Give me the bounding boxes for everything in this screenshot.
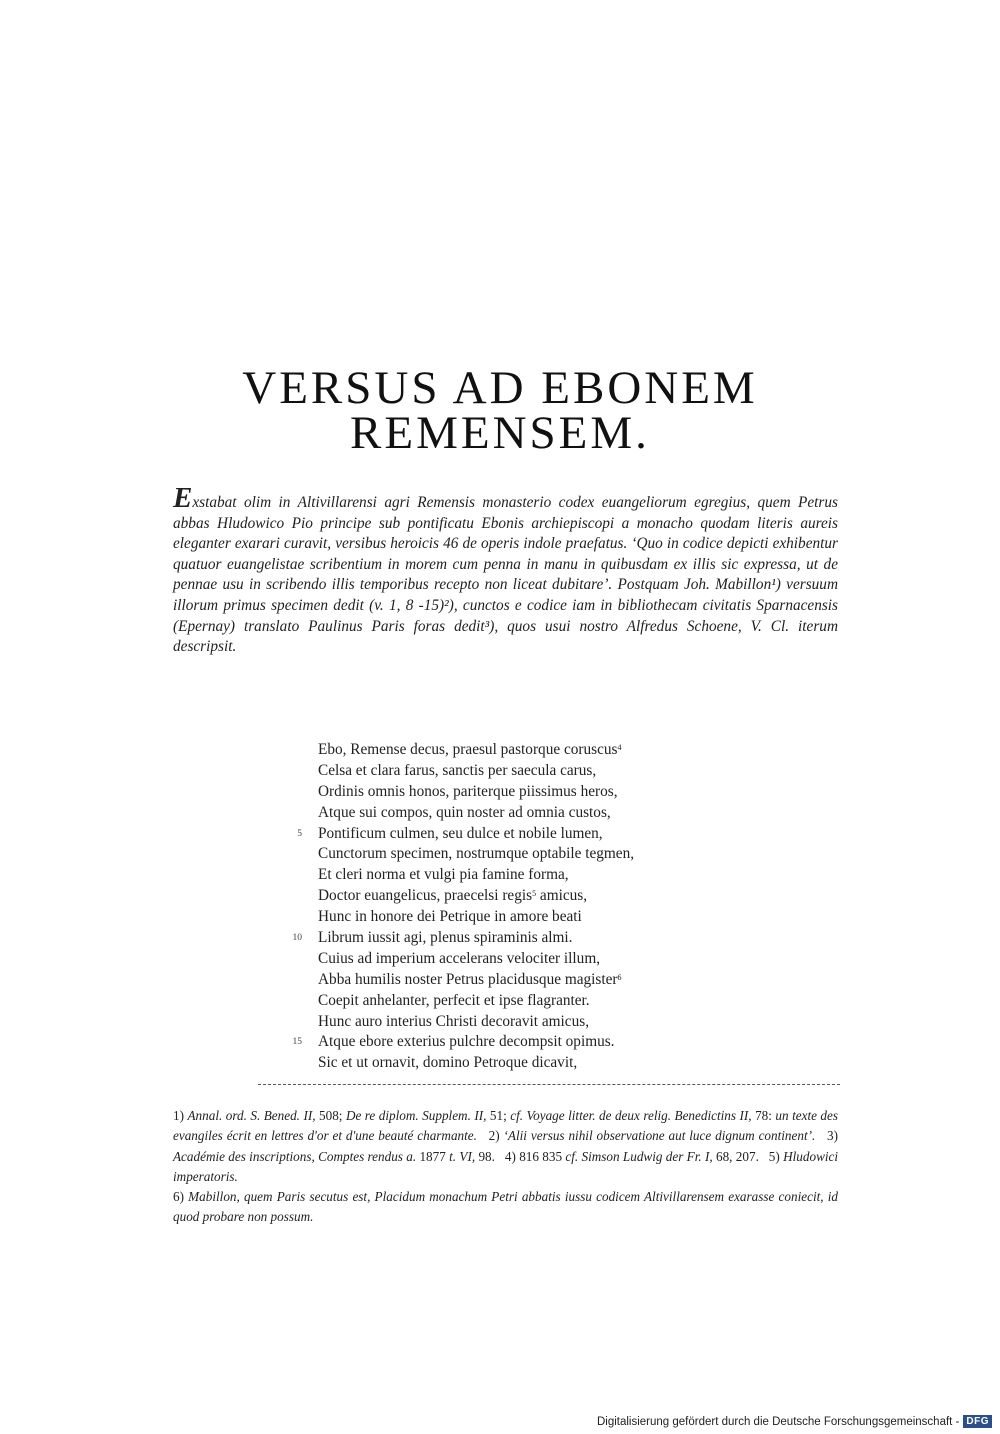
footnote-2-text: ‘Alii versus nihil observatione aut luce dignum continent’. xyxy=(503,1128,816,1144)
verse-text-continued: amicus, xyxy=(536,887,588,905)
verse-number: 15 xyxy=(292,1037,302,1048)
digitization-credit xyxy=(597,1415,992,1428)
footnote-1-number: 1) xyxy=(173,1108,184,1123)
verse-text: Atque sui compos, quin noster ad omnia custos, xyxy=(318,803,611,821)
verse-text: Hunc in honore dei Petrique in amore beati xyxy=(318,908,582,926)
verse-text: Atque ebore exterius pulchre decompsit opimus. xyxy=(318,1033,615,1051)
verse-line xyxy=(292,1032,878,1053)
verse-text: Doctor euangelicus, praecelsi regis xyxy=(318,887,533,905)
verse-text: Sic et ut ornavit, domino Petroque dicavit, xyxy=(318,1054,578,1072)
footnote-4-number: 4) xyxy=(504,1148,516,1164)
footnote-divider xyxy=(258,1084,840,1085)
verse-line xyxy=(318,886,878,907)
footnotes xyxy=(173,1106,838,1228)
footnote-1-page3: 78: xyxy=(751,1108,776,1123)
verse-text: Ordinis omnis honos, pariterque piissimus heros, xyxy=(318,782,618,800)
footnote-marker: 6 xyxy=(617,972,622,982)
footnote-1-quote: un texte des evangiles écrit en lettres d'or et d'une beauté charmante. xyxy=(173,1108,839,1144)
verse-text: Et cleri norma et vulgi pia famine forma, xyxy=(318,866,569,884)
page-title-line2: REMENSEM. xyxy=(350,407,650,459)
verse-text: Ebo, Remense decus, praesul pastorque coruscus xyxy=(318,741,618,758)
verse-line xyxy=(292,928,878,949)
verse-number: 5 xyxy=(297,828,302,839)
footnote-1-source2: De re diplom. Supplem. II, xyxy=(345,1108,487,1123)
footnote-3-page: 98. xyxy=(475,1148,495,1164)
footnote-3-volume: t. VI, xyxy=(449,1148,476,1164)
verse-line xyxy=(318,865,878,886)
verse-text: Abba humilis noster Petrus placidusque magister xyxy=(318,970,618,988)
footnote-6-text: Mabillon, quem Paris secutus est, Placidum monachum Petri abbatis iussu codicem Altivillarensem exarasse coniecit, id quod probare non possum. xyxy=(173,1189,838,1225)
footnote-5-text: Hludowici imperatoris. xyxy=(173,1148,839,1184)
intro-text: xstabat olim in Altivillarensi agri Remensis monasterio codex euangeliorum egregius, quem Petrus abbas Hludowico Pio principe sub pontificatu Ebonis archiepiscopi a monacho quodam literis aureis eleganter exarari curavit, versibus heroicis 46 de operis indole praefatus. ‘Quo in codice depicti exhibentur quatuor euangelistae scribentium in morem cum penna in manu in quibusdam ex illis sic expressa, ut de pennae usu in scribendo illis temporibus recepto non liceat dubitare’. Postquam Joh. Mabillon¹) versuum illorum primus specimen dedit (v. 1, 8 -15)²), cunctos e codice iam in bibliothecam civitatis Sparnacensis (Epernay) translato Paulinus Paris foras dedit³), quos usui nostro Alfredus Schoene, V. Cl. iterum descripsit. xyxy=(173,494,838,656)
verse-line xyxy=(297,824,878,845)
verse-line xyxy=(318,761,878,782)
footnote-3-text: Académie des inscriptions, Comptes rendus a. xyxy=(173,1148,417,1164)
footnote-1-source: Annal. ord. S. Bened. II, xyxy=(187,1108,316,1123)
footnote-1-page2: 51; xyxy=(486,1108,511,1123)
verse-line xyxy=(318,1053,878,1074)
credit-text: Digitalisierung gefördert durch die Deutsche Forschungsgemeinschaft - xyxy=(596,1415,960,1428)
verse-text: Hunc auro interius Christi decoravit amicus, xyxy=(318,1012,590,1030)
footnote-1-source3: cf. Voyage litter. de deux relig. Benedictins II, xyxy=(510,1108,752,1123)
footnote-marker: 5 xyxy=(532,889,537,899)
verse-text: Coepit anhelanter, perfecit et ipse flagranter. xyxy=(318,991,590,1009)
footnote-3-number: 3) xyxy=(827,1128,839,1144)
verse-text: Cunctorum specimen, nostrumque optabile tegmen, xyxy=(318,845,635,863)
verse-line xyxy=(318,803,878,824)
footnote-4-years: 816 835 xyxy=(519,1148,566,1164)
intro-dropcap: E xyxy=(173,482,193,514)
footnote-1-page: 508; xyxy=(315,1108,346,1123)
verse-line xyxy=(318,907,878,928)
footnote-6-number: 6) xyxy=(173,1189,184,1205)
verse-line xyxy=(318,991,878,1012)
verse-text: Celsa et clara farus, sanctis per saecula carus, xyxy=(318,761,597,779)
footnote-4-source: cf. Simson Ludwig der Fr. I, xyxy=(565,1148,713,1164)
verse-line xyxy=(318,740,878,761)
verse-line xyxy=(318,949,878,970)
footnote-3-year: 1877 xyxy=(416,1148,450,1164)
verse-line xyxy=(318,782,878,803)
verse-line xyxy=(318,970,878,991)
intro-paragraph xyxy=(173,482,838,658)
page-title-line1: VERSUS AD EBONEM xyxy=(242,362,758,414)
verse-number: 10 xyxy=(292,933,302,944)
footnote-marker: 4 xyxy=(617,743,622,752)
dfg-logo: DFG xyxy=(963,1415,992,1428)
footnote-4-pages: 68, 207. xyxy=(712,1148,759,1164)
verse-line xyxy=(318,844,878,865)
footnote-5-number: 5) xyxy=(768,1148,780,1164)
verse-text: Librum iussit agi, plenus spiraminis almi. xyxy=(318,929,573,947)
verse-line xyxy=(318,1012,878,1033)
footnote-2-number: 2) xyxy=(488,1128,500,1144)
verse-block xyxy=(292,740,878,1074)
verse-text: Pontificum culmen, seu dulce et nobile lumen, xyxy=(318,824,603,842)
verse-text: Cuius ad imperium accelerans velociter illum, xyxy=(318,949,601,967)
